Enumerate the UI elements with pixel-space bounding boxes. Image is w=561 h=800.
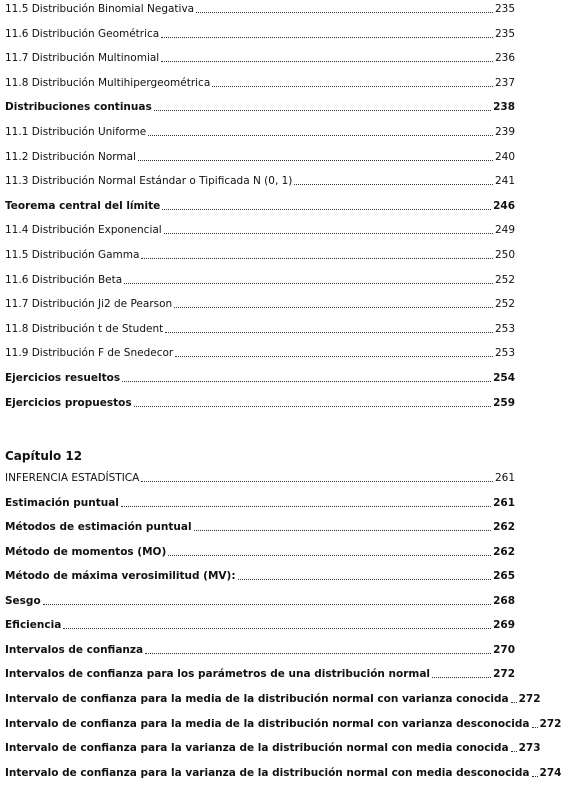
toc-entry xyxy=(5,344,515,360)
toc-entry-page-number: 240 xyxy=(494,150,515,163)
toc-entry-title: Intervalos de confianza para los parámetros de una distribución normal xyxy=(5,668,431,681)
toc-entry-page-number: 249 xyxy=(494,224,515,237)
toc-entry xyxy=(5,320,515,336)
toc-entry-title: 11.8 Distribución Multihipergeométrica xyxy=(5,76,211,89)
toc-entry xyxy=(5,567,515,583)
toc-entry-page-number: 270 xyxy=(493,643,515,656)
toc-entry-title: 11.6 Distribución Geométrica xyxy=(5,27,160,40)
toc-entry-title: 11.7 Distribución Ji2 de Pearson xyxy=(5,298,173,311)
toc-entry-title: Intervalo de confianza para la media de la distribución normal con varianza desconocida xyxy=(5,717,530,730)
toc-entry-page-number: 265 xyxy=(493,570,515,583)
dot-leader xyxy=(134,406,491,407)
toc-entry-page-number: 259 xyxy=(493,396,515,409)
dot-leader xyxy=(141,258,493,259)
dot-leader xyxy=(124,283,493,284)
toc-entry-page-number: 235 xyxy=(494,3,515,15)
dot-leader xyxy=(162,209,491,210)
toc-entry-page-number: 262 xyxy=(493,521,515,534)
toc-entry-title: 11.4 Distribución Exponencial xyxy=(5,224,162,237)
toc-entry-title: Intervalo de confianza para la varianza de la distribución normal con media desconocida xyxy=(5,766,530,779)
toc-entry-title: 11.8 Distribución t de Student xyxy=(5,322,164,335)
toc-entry-title: 11.5 Distribución Gamma xyxy=(5,249,140,261)
toc-entry-title: Método de momentos (MO) xyxy=(5,545,167,558)
toc-entry-title: Métodos de estimación puntual xyxy=(5,521,192,534)
toc-entry-page-number: 273 xyxy=(518,742,541,755)
dot-leader xyxy=(168,555,491,556)
dot-leader xyxy=(161,37,493,38)
toc-entry-title: Distribuciones continuas xyxy=(5,101,152,114)
toc-entry-page-number: 268 xyxy=(493,594,515,607)
toc-entry-title: 11.3 Distribución Normal Estándar o Tipificada N (0, 1) xyxy=(5,175,293,188)
toc-entry-title: Intervalo de confianza para la media de la distribución normal con varianza conocida xyxy=(5,692,509,705)
toc-entry xyxy=(5,25,515,41)
toc-entry xyxy=(5,764,561,780)
toc-entry xyxy=(5,221,515,237)
dot-leader xyxy=(175,356,493,357)
dot-leader xyxy=(141,481,493,482)
toc-entry-title: 11.6 Distribución Beta xyxy=(5,273,123,286)
toc-entry xyxy=(5,739,541,755)
toc-entry xyxy=(5,148,515,164)
toc-entry xyxy=(5,172,515,188)
toc-entry xyxy=(5,49,515,65)
toc-entry xyxy=(5,543,515,559)
toc-entry xyxy=(5,271,515,287)
toc-entry-page-number: 252 xyxy=(494,298,515,311)
toc-entry-page-number: 253 xyxy=(494,322,515,335)
toc-entry xyxy=(5,0,515,16)
dot-leader xyxy=(532,776,538,777)
toc-entry-title: Eficiencia xyxy=(5,619,62,632)
toc-entry-title: Teorema central del límite xyxy=(5,199,161,212)
toc-entry-page-number: 261 xyxy=(494,472,515,484)
dot-leader xyxy=(174,307,493,308)
toc-entry-title: Ejercicios resueltos xyxy=(5,372,121,384)
toc-entry-page-number: 239 xyxy=(494,126,515,138)
toc-entry xyxy=(5,592,515,608)
toc-entry-title: 11.9 Distribución F de Snedecor xyxy=(5,347,174,360)
dot-leader xyxy=(154,110,491,111)
toc-entry-page-number: 269 xyxy=(493,619,515,632)
toc-entry-title: Método de máxima verosimilitud (MV): xyxy=(5,570,236,583)
dot-leader xyxy=(294,184,493,185)
toc-entry-title: Intervalo de confianza para la varianza de la distribución normal con media conocida xyxy=(5,742,509,755)
toc-entry-page-number: 261 xyxy=(493,496,515,509)
toc-entry-page-number: 272 xyxy=(518,692,541,705)
toc-entry-title: Intervalos de confianza xyxy=(5,643,144,656)
toc-entry-page-number: 254 xyxy=(493,372,515,384)
toc-entry xyxy=(5,369,515,385)
toc-entry-title: 11.5 Distribución Binomial Negativa xyxy=(5,3,195,15)
toc-entry-title: Estimación puntual xyxy=(5,496,119,509)
toc-entry-page-number: 238 xyxy=(493,101,515,114)
toc-entry xyxy=(5,98,515,114)
toc-entry xyxy=(5,494,515,510)
toc-entry-title: 11.7 Distribución Multinomial xyxy=(5,52,160,65)
toc-entry-title: 11.1 Distribución Uniforme xyxy=(5,126,147,138)
toc-entry-page-number: 236 xyxy=(494,52,515,65)
toc-entry xyxy=(5,690,541,706)
toc-entry-page-number: 272 xyxy=(493,668,515,681)
toc-entry-page-number: 262 xyxy=(493,545,515,558)
toc-entry-page-number: 237 xyxy=(494,76,515,89)
dot-leader xyxy=(122,381,491,382)
dot-leader xyxy=(145,653,491,654)
dot-leader xyxy=(238,579,492,580)
chapter-heading: Capítulo 12 xyxy=(5,449,83,463)
toc-entry xyxy=(5,518,515,534)
dot-leader xyxy=(511,702,517,703)
toc-entry-title: Ejercicios propuestos xyxy=(5,396,132,409)
toc-entry-page-number: 246 xyxy=(493,199,515,212)
toc-entry xyxy=(5,469,515,485)
toc-entry xyxy=(5,616,515,632)
toc-entry-page-number: 272 xyxy=(539,717,561,730)
toc-entry-page-number: 274 xyxy=(539,766,561,779)
toc-entry-title: Sesgo xyxy=(5,594,41,607)
toc-entry-title: 11.2 Distribución Normal xyxy=(5,150,136,163)
toc-entry xyxy=(5,123,515,139)
dot-leader xyxy=(196,12,493,13)
dot-leader xyxy=(212,86,493,87)
toc-entry xyxy=(5,665,515,681)
dot-leader xyxy=(121,506,491,507)
toc-entry-page-number: 250 xyxy=(494,249,515,261)
dot-leader xyxy=(161,61,493,62)
toc-entry-page-number: 253 xyxy=(494,347,515,360)
dot-leader xyxy=(165,332,493,333)
toc-entry xyxy=(5,246,515,262)
toc-entry xyxy=(5,394,515,410)
toc-entry-page-number: 241 xyxy=(494,175,515,188)
toc-entry-page-number: 252 xyxy=(494,273,515,286)
dot-leader xyxy=(63,628,491,629)
toc-entry xyxy=(5,715,561,731)
dot-leader xyxy=(148,135,493,136)
dot-leader xyxy=(138,160,493,161)
dot-leader xyxy=(194,530,492,531)
dot-leader xyxy=(532,727,538,728)
toc-entry xyxy=(5,197,515,213)
toc-entry-page-number: 235 xyxy=(494,27,515,40)
toc-entry xyxy=(5,641,515,657)
dot-leader xyxy=(511,751,517,752)
toc-entry xyxy=(5,74,515,90)
dot-leader xyxy=(43,604,491,605)
dot-leader xyxy=(164,233,493,234)
toc-entry xyxy=(5,295,515,311)
toc-entry-title: INFERENCIA ESTADÍSTICA xyxy=(5,472,140,484)
dot-leader xyxy=(432,677,491,678)
